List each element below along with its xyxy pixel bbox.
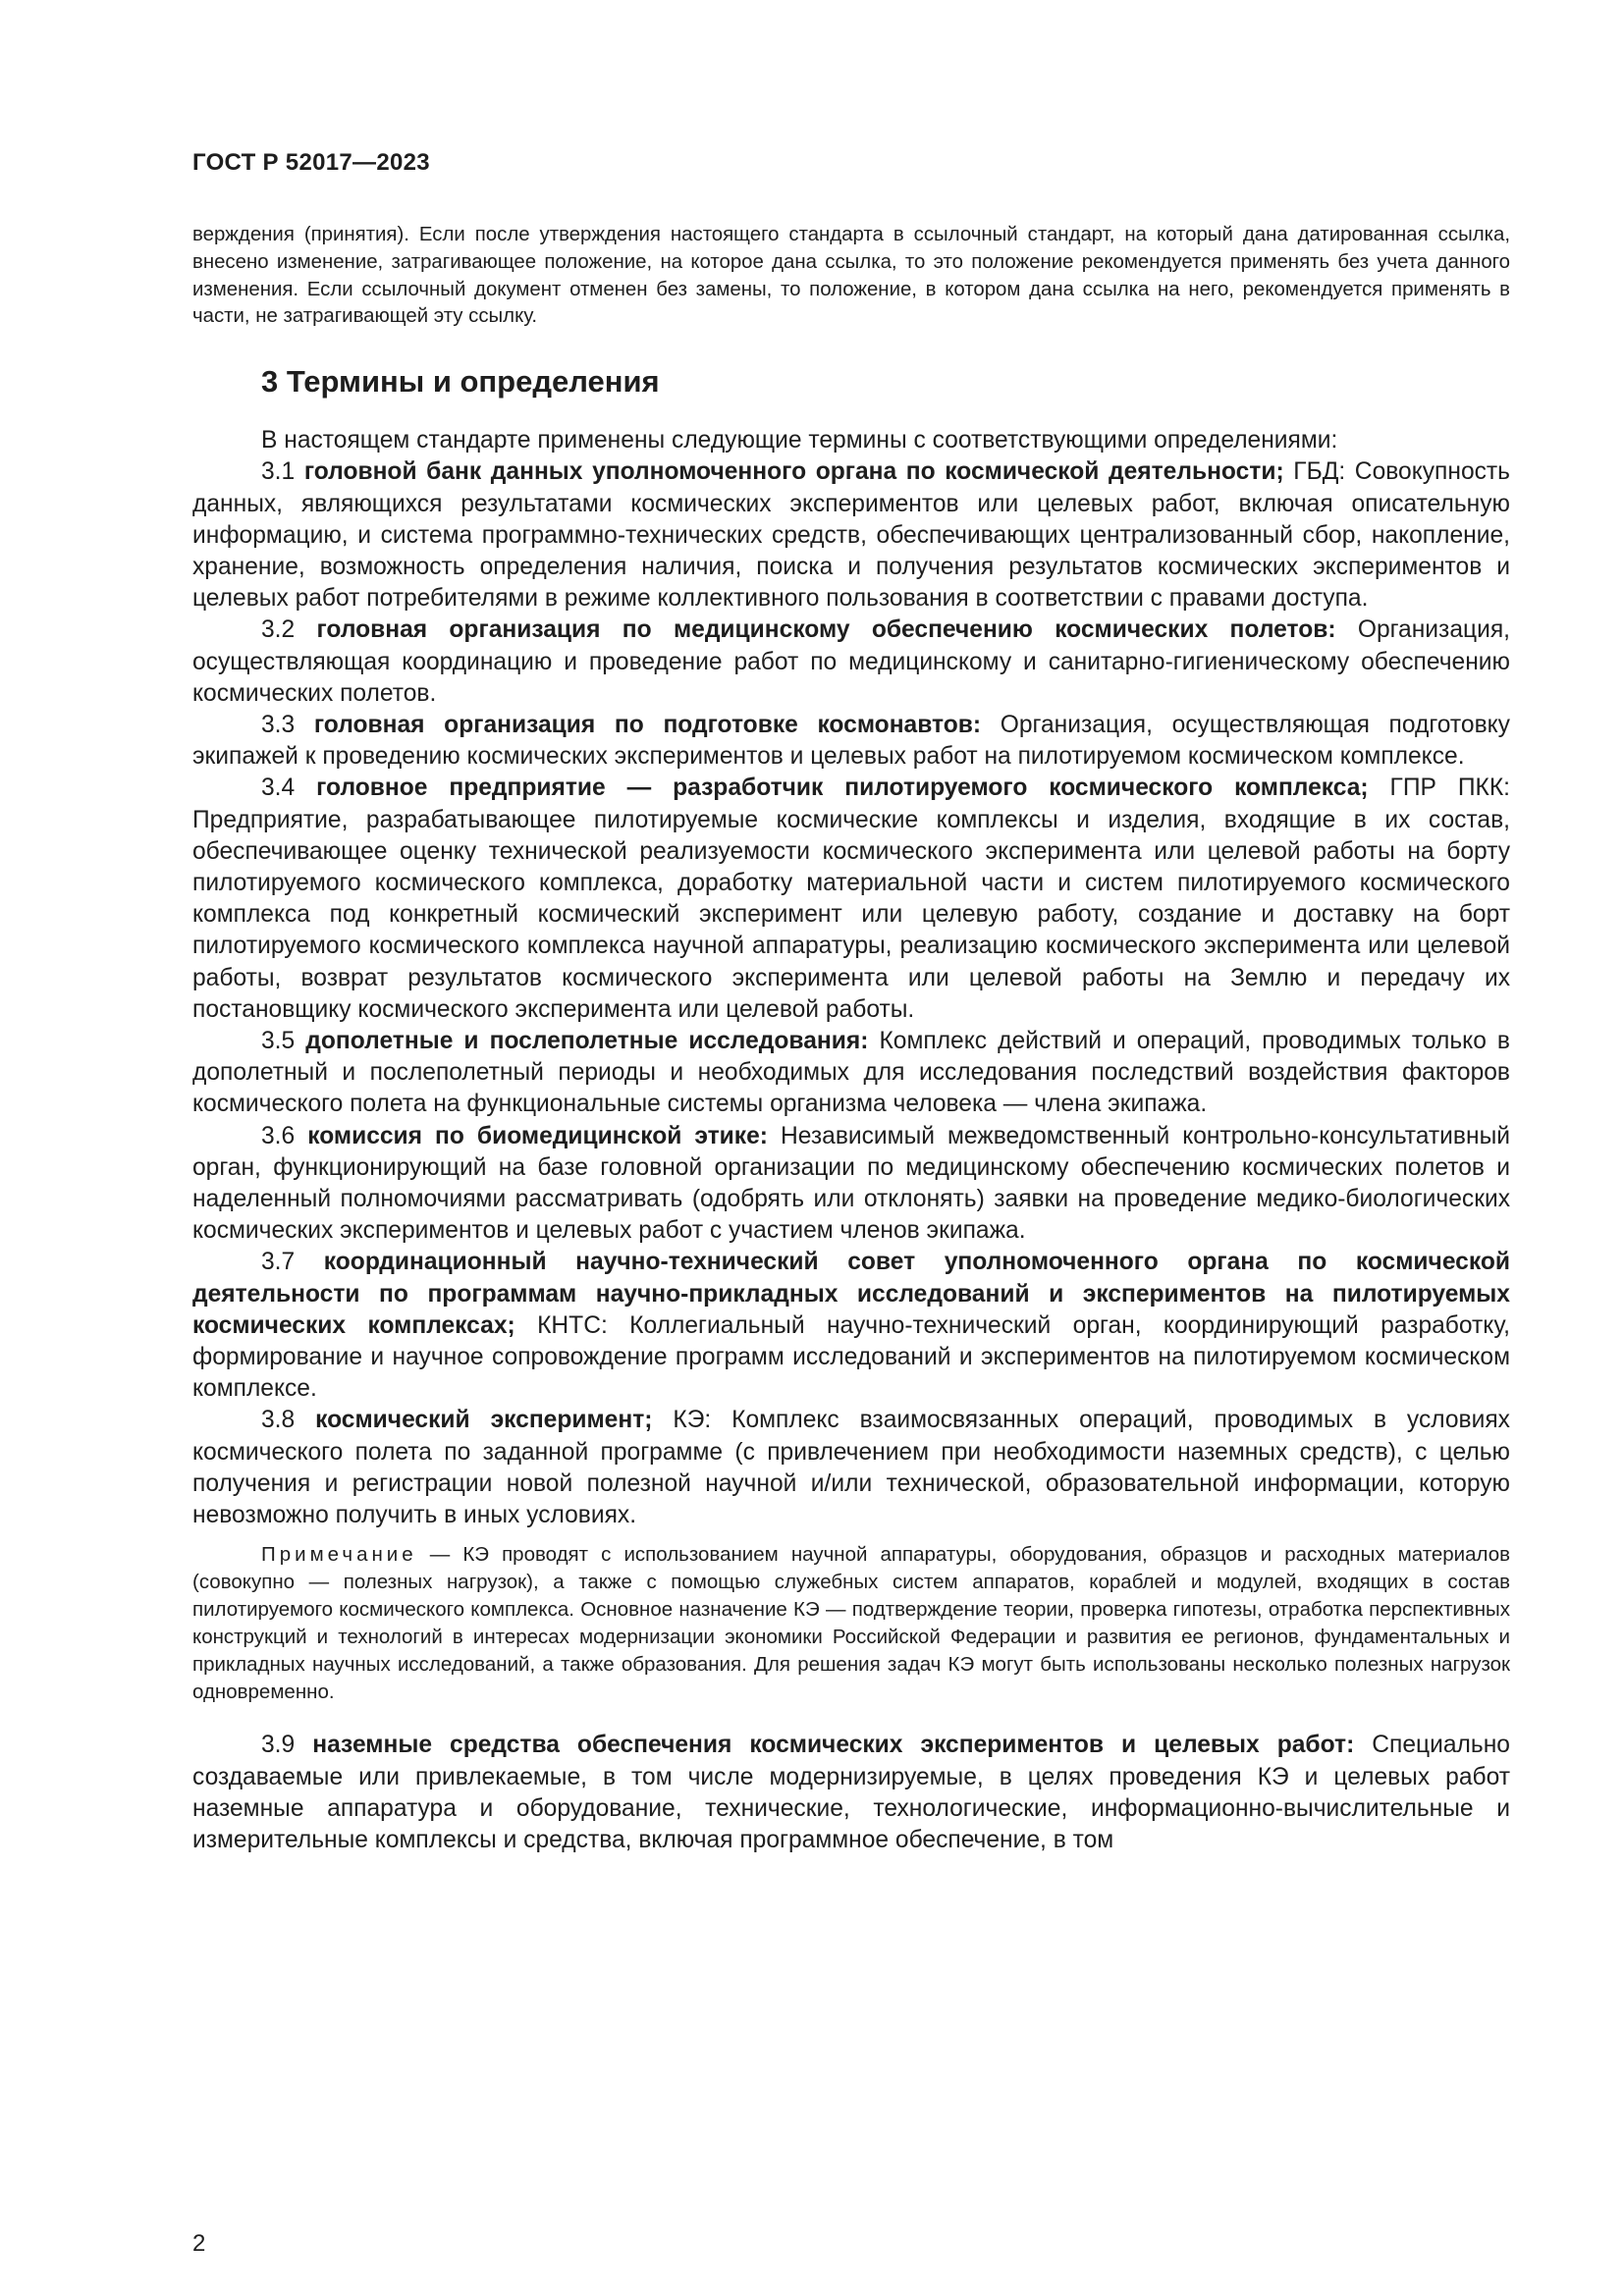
term-3-3: [192, 710, 1510, 773]
term-definition: Комплекс действий и операций, проводимых только в дополетный и послеполетный периоды и необходимых для исследования последствий воздействия факторов космического полета на функциональные системы организма человека — члена экипажа.: [192, 1028, 1510, 1118]
page-content: [192, 222, 1510, 1856]
term-definition: Независимый межведомственный контрольно-консультативный орган, функционирующий на базе головной организации по медицинскому обеспечению космических полетов и наделенный полномочиями рассматривать (одобрять или отклонять) заявки на проведение медико-биологических космических экспериментов и целевых работ с участием членов экипажа.: [192, 1122, 1510, 1245]
term-number: 3.8: [261, 1407, 296, 1434]
term-name: координационный научно-технический совет уполномоченного органа по космической деятельности по программам научно-прикладных исследований и экспериментов на пилотируемых космических комплексах;: [192, 1249, 1510, 1339]
term-number: 3.5: [261, 1028, 296, 1055]
term-number: 3.2: [261, 616, 296, 644]
term-number: 3.3: [261, 712, 296, 739]
term-3-9: [192, 1730, 1510, 1856]
term-definition: Организация, осуществляющая координацию и проведение работ по медицинскому и санитарно-гигиеническому обеспечению космических полетов.: [192, 616, 1510, 707]
document-code: ГОСТ Р 52017—2023: [192, 149, 430, 176]
term-3-2: [192, 614, 1510, 710]
term-name: комиссия по биомедицинской этике:: [307, 1122, 768, 1149]
page-number: 2: [192, 2230, 206, 2257]
term-3-1: [192, 456, 1510, 614]
term-name: головной банк данных уполномоченного органа по космической деятельности;: [303, 458, 1284, 486]
term-name: наземные средства обеспечения космических экспериментов и целевых работ:: [312, 1732, 1355, 1759]
term-name: головная организация по медицинскому обеспечению космических полетов:: [316, 616, 1336, 644]
term-number: 3.1: [261, 458, 296, 486]
term-name: дополетные и послеполетные исследования:: [305, 1028, 869, 1055]
note-label: Примечание: [261, 1543, 417, 1567]
intro-paragraph: верждения (принятия). Если после утверждения настоящего стандарта в ссылочный стандарт, на который дана датированная ссылка, внесено изменение, затрагивающее положение, на которое дана ссылка, то это положение рекомендуется применять без учета данного изменения. Если ссылочный документ отменен без замены, то положение, в котором дана ссылка на него, рекомендуется применять в части, не затрагивающей эту ссылку.: [192, 224, 1510, 328]
term-definition: КЭ: Комплекс взаимосвязанных операций, проводимых в условиях космического полета по заданной программе (с привлечением при необходимости наземных средств), с целью получения и регистрации новой полезной научной и/или технической, образовательной информации, которую невозможно получить в иных условиях.: [192, 1407, 1510, 1529]
term-3-5: [192, 1026, 1510, 1121]
term-definition: Специально создаваемые или привлекаемые, в том числе модернизируемые, в целях проведения КЭ и целевых работ наземные аппаратура и оборудование, технические, технологические, информационно-вычислительные и измерительные комплексы и средства, включая программное обеспечение, в том: [192, 1732, 1510, 1853]
term-number: 3.9: [261, 1732, 296, 1759]
term-name: космический эксперимент;: [315, 1407, 653, 1434]
term-number: 3.4: [261, 774, 296, 802]
term-number: 3.6: [261, 1122, 296, 1149]
term-definition: КНТС: Коллегиальный научно-технический орган, координирующий разработку, формирование и научное сопровождение программ исследований и экспериментов на пилотируемом космическом комплексе.: [192, 1311, 1510, 1403]
term-3-7: [192, 1247, 1510, 1405]
term-3-8: [192, 1405, 1510, 1531]
section-lead: В настоящем стандарте применены следующие термины с соответствующими определениями:: [261, 427, 1338, 454]
note-text: — КЭ проводят с использованием научной аппаратуры, оборудования, образцов и расходных материалов (совокупно — полезных нагрузок), а также с помощью служебных систем аппаратов, кораблей и модулей, входящих в состав пилотируемого космического комплекса. Основное назначение КЭ — подтверждение теории, проверка гипотезы, отработка перспективных конструкций и технологий в интересах модернизации экономики Российской Федерации и развития ее регионов, фундаментальных и прикладных научных исследований, а также образования. Для решения задач КЭ могут быть использованы несколько полезных нагрузок одновременно.: [192, 1543, 1510, 1704]
term-number: 3.7: [261, 1249, 296, 1276]
term-definition: Организация, осуществляющая подготовку экипажей к проведению космических экспериментов и целевых работ на пилотируемом космическом комплексе.: [192, 712, 1510, 771]
term-definition: ГБД: Совокупность данных, являющихся результатами космических экспериментов или целевых работ, включая описательную информацию, и система программно-технических средств, обеспечивающих централизованный сбор, накопление, хранение, возможность определения наличия, поиска и получения результатов космических экспериментов и целевых работ потребителями в режиме коллективного пользования в соответствии с правами доступа.: [192, 458, 1510, 613]
term-name: головное предприятие — разработчик пилотируемого космического комплекса;: [316, 774, 1369, 802]
term-name: головная организация по подготовке космонавтов:: [313, 712, 982, 739]
section-title: 3 Термины и определения: [261, 364, 660, 400]
term-3-6: [192, 1121, 1510, 1248]
term-definition: ГПР ПКК: Предприятие, разрабатывающее пилотируемые космические комплексы и изделия, входящие в их состав, обеспечивающее оценку технической реализуемости космического эксперимента или целевой работы на борту пилотируемого космического комплекса, доработку материальной части и систем пилотируемого космического комплекса под конкретный космический эксперимент или целевую работу, создание и доставку на борт пилотируемого космического комплекса научной аппаратуры, реализацию космического эксперимента или целевой работы, возврат результатов космического эксперимента или целевой работы на Землю и передачу их постановщику космического эксперимента или целевой работы.: [192, 774, 1510, 1023]
term-3-4: [192, 773, 1510, 1026]
note-paragraph: [192, 1541, 1510, 1706]
